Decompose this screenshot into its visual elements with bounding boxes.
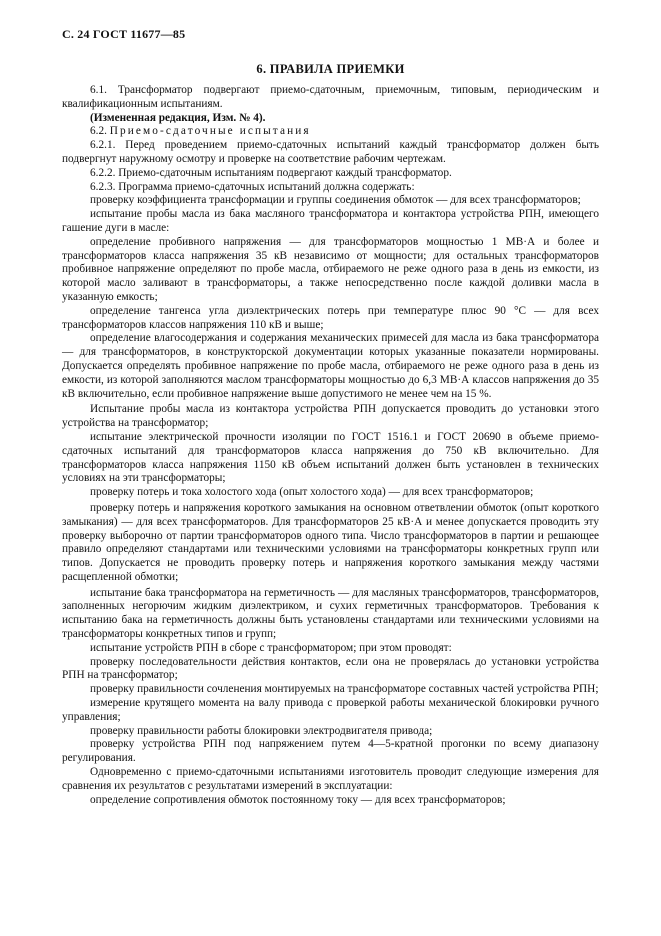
list-item: определение влагосодержания и содержания механических примесей для масла из бака трансформатора — для трансформаторов, в конструкторской документации которых указанные показатели нормированы. Допускается определять пробивное напряжение по пробе масла, отбираемого не реже одного раза в день из емкости, из которой заполняются маслом трансформаторы мощностью до 6,3 МВ·А классов напряжения до 35 кВ включительно, если пробивное напряжение выше допустимого не менее чем на 15 %. [62, 332, 599, 400]
section-title: 6. ПРАВИЛА ПРИЕМКИ [256, 62, 405, 76]
list-item: проверку коэффициента трансформации и группы соединения обмоток — для всех трансформаторов; [90, 194, 581, 207]
list-item: определение тангенса угла диэлектрических потерь при температуре плюс 90 °С — для всех трансформаторов классов напряжения 110 кВ и выше; [62, 304, 599, 331]
list-item: испытание электрической прочности изоляции по ГОСТ 1516.1 и ГОСТ 20690 в объеме приемо-сдаточных испытаний для трансформаторов класса напряжения до 750 кВ включительно. Для трансформаторов класса напряжения 1150 кВ объем испытаний должен быть установлен в технических условиях на эти трансформаторы; [62, 430, 599, 485]
list-item: проверку правильности работы блокировки электродвигателя привода; [90, 724, 433, 737]
list-item: проверку потерь и тока холостого хода (опыт холостого хода) — для всех трансформаторов; [90, 486, 534, 499]
paragraph-6-2-2: 6.2.2. Приемо-сдаточным испытаниям подвергают каждый трансформатор. [90, 166, 452, 179]
subsection-title: Приемо-сдаточные испытания [109, 125, 311, 138]
page-header: С. 24 ГОСТ 11677—85 [62, 27, 186, 41]
list-item: Одновременно с приемо-сдаточными испытаниями изготовитель проводит следующие измерения для сравнения их результатов с результатами измерений в эксплуатации: [62, 766, 599, 792]
list-item: испытание бака трансформатора на герметичность — для масляных трансформаторов, трансформаторов, заполненных негорючим жидким диэлектриком, и сухих герметичных трансформаторов. Требования к испытанию бака на герметичность должны быть установлены стандартами или техническими условиями на трансформаторы конкретных типов и групп; [62, 586, 599, 641]
subsection-number: 6.2. [90, 125, 107, 138]
list-item: определение сопротивления обмоток постоянному току — для всех трансформаторов; [90, 793, 506, 806]
list-item: проверку правильности сочленения монтируемых на трансформаторе составных частей устройства РПН; [90, 683, 599, 696]
list-item: Испытание пробы масла из контактора устройства РПН допускается проводить до установки этого устройства на трансформатор; [62, 403, 599, 430]
list-item: испытание пробы масла из бака масляного трансформатора и контактора устройства РПН, имеющего гашение дуги в масле: [62, 208, 599, 234]
document-body [62, 84, 599, 807]
list-item: определение пробивного напряжения — для трансформаторов мощностью 1 МВ·А и более и трансформаторов класса напряжения 35 кВ независимо от мощности; для остальных трансформаторов пробивное напряжение определяют по пробе масла, отбираемого не реже одного раза в день из емкости, из которой масло заливают в трансформаторы, а также непосредственно после каждой доливки масла в указанную емкость; [62, 235, 599, 303]
amendment-note: (Измененная редакция, Изм. № 4). [90, 111, 266, 124]
subsection-heading-6-2 [62, 125, 599, 139]
list-item: проверку устройства РПН под напряжением путем 4—5-кратной прогонки по всему диапазону регулирования. [62, 738, 599, 765]
paragraph-6-1: 6.1. Трансформатор подвергают приемо-сдаточным, приемочным, типовым, периодическим и квалификационным испытаниям. [62, 84, 599, 110]
list-item: измерение крутящего момента на валу привода с проверкой работы механической блокировки ручного управления; [62, 697, 599, 723]
paragraph-6-2-3: 6.2.3. Программа приемо-сдаточных испытаний должна содержать: [90, 180, 415, 193]
paragraph-6-2-1: 6.2.1. Перед проведением приемо-сдаточных испытаний каждый трансформатор должен быть подвергнут наружному осмотру и проверке на соответствие рабочим чертежам. [62, 139, 599, 165]
list-item: проверку потерь и напряжения короткого замыкания на основном ответвлении обмоток (опыт короткого замыкания) — для всех трансформаторов. Для трансформаторов 25 кВ·А и менее допускается проводить эту проверку выборочно от партии трансформаторов одного типа. Число трансформаторов в партии и решающее правило определяют стандартами или техническими условиями на трансформаторы конкретных групп или типов. Допускается не проводить проверку потерь и напряжения короткого замыкания между частями расщепленной обмотки; [62, 501, 599, 583]
list-item: проверку последовательности действия контактов, если она не проверялась до установки устройства РПН на трансформатор; [62, 655, 599, 682]
list-item: испытание устройств РПН в сборе с трансформатором; при этом проводят: [90, 641, 452, 654]
